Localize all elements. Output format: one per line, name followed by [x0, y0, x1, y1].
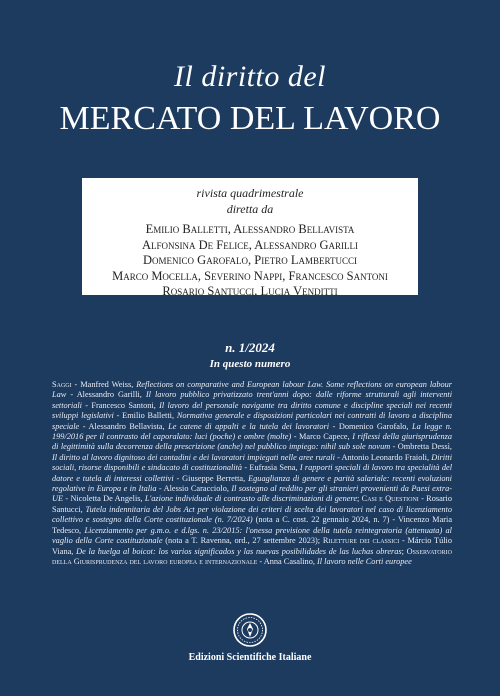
toc-title: L'azione individuale di contrasto alle discriminazioni di genere [144, 494, 358, 504]
toc-separator: ; [401, 546, 407, 556]
toc-author: - Manfred Weiss, [71, 380, 137, 389]
journal-subtitle: rivista quadrimestrale [196, 186, 304, 200]
toc-author: - Nicoletta De Angelis, [63, 494, 145, 504]
section-heading: Saggi [52, 380, 72, 389]
publisher-name: Edizioni Scientifiche Italiane [188, 652, 312, 663]
toc-title: Normativa generale e disposizioni particolari nei contratti di lavoro a disciplina speciale [52, 411, 452, 431]
toc-title: Il diritto al lavoro dignitoso dei contadini e dei lavoratori impiegati nelle aree rurali [52, 452, 335, 462]
editorial-panel [82, 178, 418, 298]
section-heading: Riletture dei classici [322, 536, 400, 546]
toc-author: - Ombretta Dessì, [390, 442, 452, 452]
toc-title: De la huelga al boicot: los varios significados y las nuevas posibilidades de las luchas obreras [76, 546, 402, 556]
toc-title: Il lavoro pubblico privatizzato trent'anni dopo: dalle riforme strutturali agli interventi settoriali [52, 390, 452, 410]
journal-title-line1: Il diritto del [174, 60, 326, 93]
toc-title: I riflessi della giurisprudenza di legittimità sulla decorrenza della prescrizione (anche) nel pubblico impiego: nihil sub sole novum [52, 432, 452, 452]
toc-title: Le catene di appalti e la tutela dei lavoratori [168, 421, 330, 431]
toc-author: - Márcio Túlio Viana, [52, 536, 452, 556]
editors-line: Emilio Balletti, Alessandro Bellavista [145, 222, 355, 236]
toc-author: - Marco Capece, [291, 432, 353, 442]
publisher-seal-icon [232, 612, 268, 648]
toc-author: - Eufrasia Sena, [242, 463, 300, 473]
issue-subtitle: In questo numero [209, 358, 291, 370]
directed-by-label: diretta da [226, 202, 274, 216]
editors-list [82, 222, 418, 300]
toc-author: - Francesco Santoni, [81, 400, 160, 410]
section-heading: Osservatorio della Giurisprudenza del lavoro europea e internazionale [52, 546, 452, 566]
toc-author: - Alessio Caracciolo, [156, 484, 232, 494]
editors-line: Marco Mocella, Severino Nappi, Francesco Santoni [112, 268, 388, 283]
toc-title: Reflections on comparative and European labour Law. Some reflections on european labour Law [52, 380, 453, 400]
toc-title: La legge n. 199/2016 per il contrasto del caporalato: luci (poche) e ombre (molte) [52, 421, 453, 442]
issue-number: n. 1/2024 [225, 340, 275, 355]
toc-author: - Rosario Santucci, [52, 494, 452, 514]
toc-author: - Antonio Leonardo Fraioli, [334, 452, 432, 462]
toc-author: - Emilio Balletti, [113, 411, 177, 421]
editors-line: Rosario Santucci, Lucia Venditti [162, 284, 338, 298]
toc-author: - Alessandro Garilli, [66, 390, 146, 400]
table-of-contents [52, 380, 452, 567]
toc-note: (nota a T. Ravenna, ord., 27 settembre 2023); [162, 536, 323, 546]
toc-title: Eguaglianza di genere e parità salariale: recenti evoluzioni regolative in Europa e in Italia [52, 473, 452, 494]
toc-note: (nota a C. cost. 22 gennaio 2024, n. 7) - Vincenzo Maria Tedesco, [52, 515, 452, 535]
toc-title: I rapporti speciali di lavoro tra specialità del datore e tutela di interessi collettivi [52, 463, 452, 483]
toc-separator: ; [357, 494, 362, 504]
toc-title: Il sostegno al reddito per gli stranieri provenienti da Paesi extra-UE [52, 484, 452, 504]
toc-author: - Alessandro Bellavista, [79, 421, 169, 431]
journal-title-line2: MERCATO DEL LAVORO [59, 100, 441, 137]
toc-author: - Giuseppe Berretta, [173, 473, 249, 483]
toc-title: Il lavoro nelle Corti europee [317, 556, 412, 566]
section-heading: Casi e Questioni [361, 494, 419, 504]
toc-title: Il lavoro del personale navigante tra diritto comune e discipline speciali nei recenti sviluppi legislativi [52, 400, 453, 421]
editors-line: Domenico Garofalo, Pietro Lambertucci [143, 253, 357, 267]
editors-line: Alfonsina De Felice, Alessandro Garilli [142, 237, 358, 252]
toc-author: - Domenico Garofalo, [329, 421, 413, 431]
toc-title: Licenziamento per g.m.o. e d.lgs. n. 23/2015: l'onessa previsione della tutela reintegratoria (attenuata) al vaglio della Corte costituzionale [52, 525, 452, 546]
toc-title: Tutela indennitaria del Jobs Act per violazione dei criteri di scelta dei lavoratori nel caso di licenziamento collettivo e sostegno della Corte costituzionale (n. 7/2024) [52, 504, 453, 525]
toc-author: - Anna Casalino, [257, 556, 317, 566]
toc-title: Diritti sociali, risorse disponibili e sindacato di costituzionalità [52, 452, 452, 473]
